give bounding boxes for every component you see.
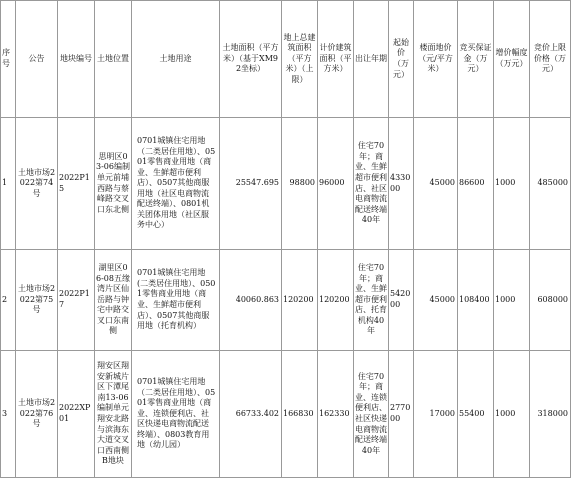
header-location: 土地位置	[95, 1, 132, 118]
header-code: 地块编号	[58, 1, 95, 118]
cell-seq: 3	[1, 351, 16, 478]
cell-start-price: 433000	[389, 118, 414, 250]
header-row	[1, 1, 571, 118]
cell-term: 住宅70年；商业、生鲜超市便利店、社区电商物流配送终端40年	[354, 118, 389, 250]
header-notice: 公告	[16, 1, 58, 118]
cell-term: 住宅70年；商业、生鲜超市便利店、托育机构40年	[354, 250, 389, 351]
cell-code: 2022P17	[58, 250, 95, 351]
header-seq: 序号	[1, 1, 16, 118]
cell-floor-price: 45000	[414, 250, 458, 351]
cell-start-price: 277000	[389, 351, 414, 478]
cell-use: 0701城镇住宅用地(二类居住用地）、0501零售商业用地（商业、生鲜超市便利店）、0507其他商服用地（托育机构）	[132, 250, 220, 351]
cell-priced-area: 120200	[318, 250, 354, 351]
header-above-ground-area: 地上总建筑面积（平方米）（上限）	[282, 1, 318, 118]
cell-above-ground-area: 166830	[282, 351, 318, 478]
header-priced-area: 计价建筑面积（平方米）	[318, 1, 354, 118]
cell-notice: 土地市场2022第76号	[16, 351, 58, 478]
cell-seq: 1	[1, 118, 16, 250]
header-area: 土地面积（平方米）（基于XM92坐标）	[220, 1, 282, 118]
cell-use: 0701城镇住宅用地（二类居住用地）、0501零售商业用地（商业、连锁便利店、社区快递电商物流配送终端）、0803教育用地（幼儿园）	[132, 351, 220, 478]
header-floor-price: 楼面地价（元/平方米）	[414, 1, 458, 118]
cell-location: 思明区03-06编制单元前埔西路与蔡峰路交叉口东北侧	[95, 118, 132, 250]
header-bond: 竞买保证金（万元）	[458, 1, 494, 118]
header-step: 增价幅度（万元）	[494, 1, 530, 118]
header-term: 出让年期	[354, 1, 389, 118]
table-row	[1, 351, 571, 478]
cell-seq: 2	[1, 250, 16, 351]
cell-limit: 608000	[530, 250, 571, 351]
cell-floor-price: 17000	[414, 351, 458, 478]
cell-limit: 485000	[530, 118, 571, 250]
cell-floor-price: 45000	[414, 118, 458, 250]
cell-area: 66733.402	[220, 351, 282, 478]
cell-location: 湖里区06-08五缘湾片区仙岳路与钟宅中路交叉口东南侧	[95, 250, 132, 351]
cell-priced-area: 96000	[318, 118, 354, 250]
table-row	[1, 118, 571, 250]
cell-code: 2022XP01	[58, 351, 95, 478]
cell-above-ground-area: 120200	[282, 250, 318, 351]
cell-location: 翔安区翔安新城片区下潭尾南13-06编制单元翔安北路与滨海东大道交叉口西南侧B地块	[95, 351, 132, 478]
cell-start-price: 542000	[389, 250, 414, 351]
cell-bond: 55400	[458, 351, 494, 478]
cell-step: 1000	[494, 351, 530, 478]
table-row	[1, 250, 571, 351]
cell-notice: 土地市场2022第74号	[16, 118, 58, 250]
cell-code: 2022P15	[58, 118, 95, 250]
header-start-price: 起始价（万元）	[389, 1, 414, 118]
cell-term: 住宅70年；商业、连锁便利店、社区快递电商物流配送终端40年	[354, 351, 389, 478]
cell-bond: 86600	[458, 118, 494, 250]
header-limit: 竞价上限价格（万元）	[530, 1, 571, 118]
cell-bond: 108400	[458, 250, 494, 351]
cell-priced-area: 162330	[318, 351, 354, 478]
cell-step: 1000	[494, 118, 530, 250]
cell-above-ground-area: 98800	[282, 118, 318, 250]
cell-area: 40060.863	[220, 250, 282, 351]
cell-use: 0701城镇住宅用地（二类居住用地）、0501零售商业用地（商业、生鲜超市便利店）、0507其他商服用地（社区电商物流配送终端）、0801机关团体用地（社区服务中心）	[132, 118, 220, 250]
header-use: 土地用途	[132, 1, 220, 118]
cell-notice: 土地市场2022第75号	[16, 250, 58, 351]
cell-area: 25547.695	[220, 118, 282, 250]
cell-limit: 318000	[530, 351, 571, 478]
cell-step: 1000	[494, 250, 530, 351]
